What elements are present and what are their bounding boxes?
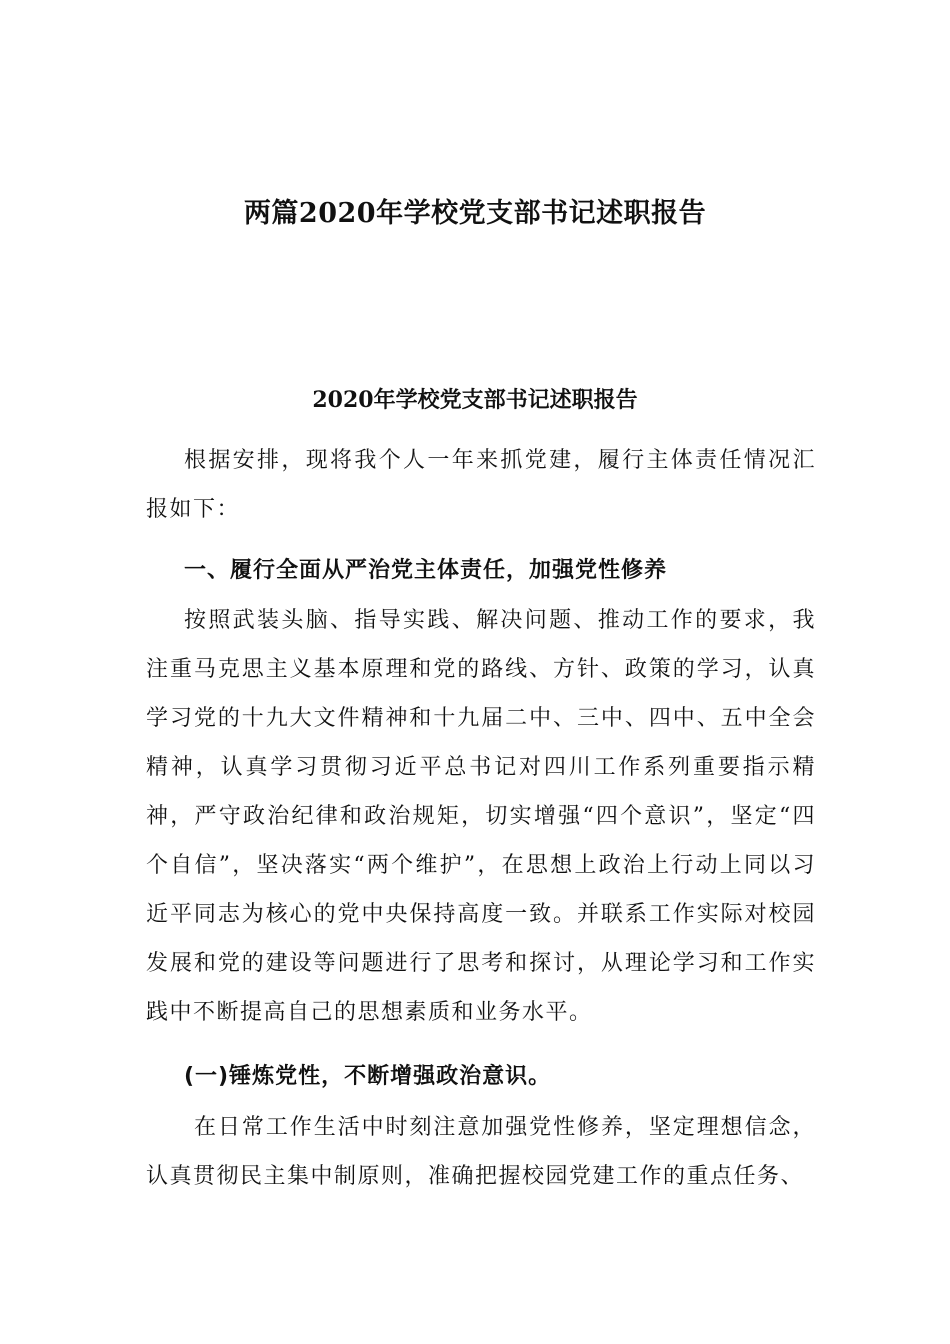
document-title: 两篇2020年学校党支部书记述职报告	[243, 198, 707, 229]
intro-paragraph: 根据安排，现将我个人一年来抓党建，履行主体责任情况汇报如下：	[146, 448, 816, 522]
report-title: 2020年学校党支部书记述职报告	[312, 387, 638, 413]
section-1-paragraph: 按照武装头脑、指导实践、解决问题、推动工作的要求，我注重马克思主义基本原理和党的路线、方针、政策的学习，认真学习党的十九大文件精神和十九届二中、三中、四中、五中全会精神，认真学习贯彻习近平总书记对四川工作系列重要指示精神，严守政治纪律和政治规矩，切实增强“四个意识”，坚定“四个自信”，坚决落实“两个维护”，在思想上政治上行动上同以习近平同志为核心的党中央保持高度一致。并联系工作实际对校园发展和党的建设等问题进行了思考和探讨，从理论学习和工作实践中不断提高自己的思想素质和业务水平。	[146, 608, 816, 1025]
section-heading-1: 一、履行全面从严治党主体责任，加强党性修养	[184, 558, 668, 583]
subsection-heading-1: (一)锤炼党性，不断增强政治意识。	[184, 1064, 552, 1089]
subsection-1-paragraph: 在日常工作生活中时刻注意加强党性修养，坚定理想信念，认真贯彻民主集中制原则，准确把握校园党建工作的重点任务、	[146, 1115, 816, 1189]
